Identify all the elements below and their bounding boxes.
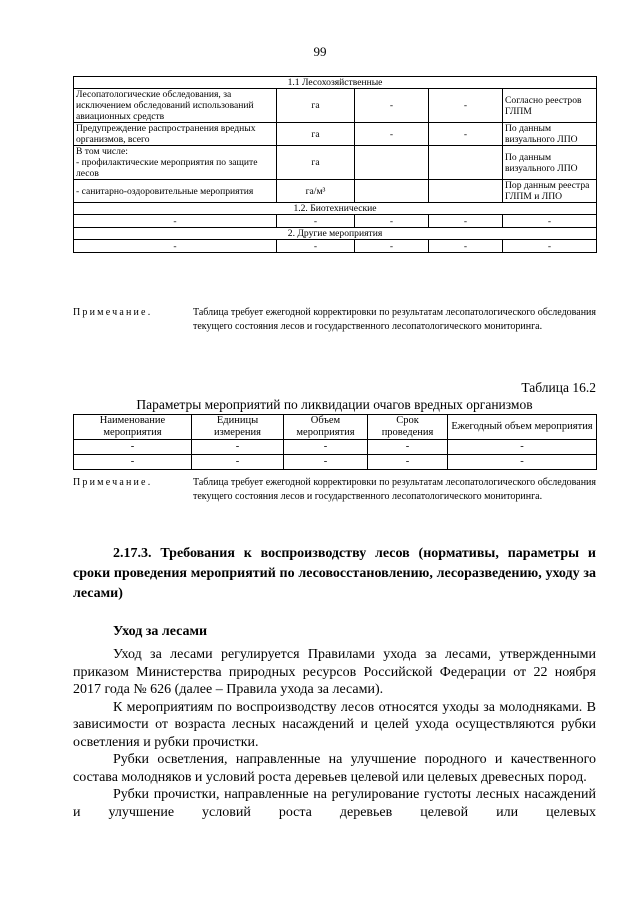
- table-cell: -: [355, 89, 429, 123]
- table-cell: -: [429, 123, 503, 146]
- table-cell: -: [74, 455, 192, 470]
- page-number: 99: [313, 44, 327, 59]
- paragraph: Уход за лесами регулируется Правилами ухода за лесами, утвержденными приказом Министерства природных ресурсов Российской Федерации от 22 ноября 2017 года № 626 (далее – Правила ухода за лесами).: [73, 647, 596, 697]
- table-section-row: [74, 77, 597, 89]
- table-row: [74, 240, 597, 253]
- body-text: [73, 646, 596, 821]
- note-label: Примечание.: [73, 307, 153, 318]
- table-cell: -: [355, 240, 429, 253]
- paragraph: К мероприятиям по воспроизводству лесов относятся уходы за молодняками. В зависимости от возраста лесных насаждений и целей ухода осуществляются рубки осветления и рубки прочистки.: [73, 699, 596, 750]
- paragraph: Рубки осветления, направленные на улучшение породного и качественного состава молодняков и условий роста деревьев целевой или целевых древесных пород.: [73, 752, 596, 785]
- table-cell: [429, 146, 503, 180]
- table-number: Таблица 16.2: [521, 380, 596, 395]
- table-cell: -: [503, 240, 597, 253]
- table-cell: -: [368, 440, 448, 455]
- table-cell: га/м³: [277, 180, 355, 203]
- table-cell: [355, 180, 429, 203]
- header-cell: Срок проведения: [368, 415, 448, 440]
- table-row: [74, 180, 597, 203]
- table-cell: По данным визуального ЛПО: [503, 123, 597, 146]
- note-label: Примечание.: [73, 477, 153, 488]
- note-text: Таблица требует ежегодной корректировки по результатам лесопатологического обследования текущего состояния лесов и государственного лесопатологического мониторинга.: [193, 477, 596, 502]
- table-cell: га: [277, 146, 355, 180]
- table-row: [74, 440, 597, 455]
- table-cell: В том числе: - профилактические мероприятия по защите лесов: [74, 146, 277, 180]
- table-cell: га: [277, 89, 355, 123]
- paragraph: Рубки прочистки, направленные на регулирование густоты лесных насаждений и улучшение условий роста деревьев целевой или целевых: [73, 787, 596, 820]
- table-row: [74, 123, 597, 146]
- note-text: Таблица требует ежегодной корректировки по результатам лесопатологического обследования текущего состояния лесов и государственного лесопатологического мониторинга.: [193, 307, 596, 332]
- table-row: [74, 89, 597, 123]
- table-cell: -: [355, 215, 429, 228]
- section-cell: 2. Другие мероприятия: [74, 228, 597, 240]
- header-cell: Единицы измерения: [192, 415, 284, 440]
- table-cell: -: [355, 123, 429, 146]
- table-cell: По данным визуального ЛПО: [503, 146, 597, 180]
- table-cell: - санитарно-оздоровительные мероприятия: [74, 180, 277, 203]
- section-heading: 2.17.3. Требования к воспроизводству лесов (нормативы, параметры и сроки проведения мероприятий по лесовосстановлению, лесоразведению, уходу за лесами): [73, 546, 596, 601]
- subheading: Уход за лесами: [113, 624, 208, 639]
- table-cell: Согласно реестров ГЛПМ: [503, 89, 597, 123]
- table-cell: -: [192, 455, 284, 470]
- table-cell: -: [429, 240, 503, 253]
- table-cell: [429, 180, 503, 203]
- table-cell: -: [429, 89, 503, 123]
- table-cell: Пор данным реестра ГЛПМ и ЛПО: [503, 180, 597, 203]
- section-cell: 1.2. Биотехнические: [74, 203, 597, 215]
- table-cell: -: [74, 440, 192, 455]
- table-cell: -: [277, 240, 355, 253]
- table-cell: -: [448, 440, 597, 455]
- table-cell: -: [74, 240, 277, 253]
- header-cell: Объем мероприятия: [284, 415, 368, 440]
- table-cell: Предупреждение распространения вредных организмов, всего: [74, 123, 277, 146]
- table-cell: -: [429, 215, 503, 228]
- table-header-row: [74, 415, 597, 440]
- table-section-row: [74, 203, 597, 215]
- table-cell: -: [503, 215, 597, 228]
- section-cell: 1.1 Лесохозяйственные: [74, 77, 597, 89]
- table-row: [74, 455, 597, 470]
- table-cell: -: [277, 215, 355, 228]
- table-cell: га: [277, 123, 355, 146]
- forest-protection-table: [73, 76, 597, 253]
- table-cell: -: [192, 440, 284, 455]
- table-cell: -: [284, 440, 368, 455]
- table-cell: -: [448, 455, 597, 470]
- table-cell: [355, 146, 429, 180]
- table-row: [74, 146, 597, 180]
- table-cell: -: [284, 455, 368, 470]
- table-cell: Лесопатологические обследования, за исключением обследований использований авиационных средств: [74, 89, 277, 123]
- table-title: Параметры мероприятий по ликвидации очагов вредных организмов: [136, 397, 533, 412]
- pest-elimination-table: [73, 414, 597, 470]
- table-section-row: [74, 228, 597, 240]
- header-cell: Наименование мероприятия: [74, 415, 192, 440]
- table-cell: -: [74, 215, 277, 228]
- table-cell: -: [368, 455, 448, 470]
- header-cell: Ежегодный объем мероприятия: [448, 415, 597, 440]
- table-row: [74, 215, 597, 228]
